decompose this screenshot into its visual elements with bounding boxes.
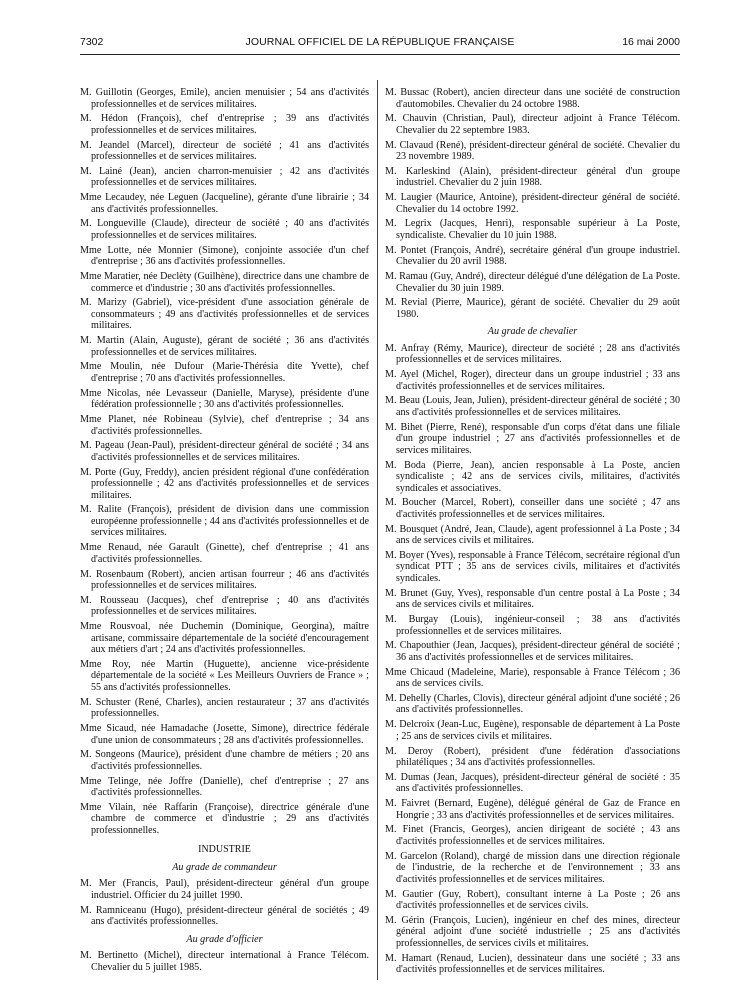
list-item: M. Legrix (Jacques, Henri), responsable supérieur à La Poste, syndicaliste. Chevalier du 10 juin 1988. bbox=[385, 218, 680, 241]
list-item: M. Chapouthier (Jean, Jacques), président-directeur général de société ; 36 ans d'activités professionnelles et de services militaires. bbox=[385, 640, 680, 663]
list-item: M. Boda (Pierre, Jean), ancien responsable à La Poste, ancien syndicaliste ; 42 ans de services civils, militaires, d'activités syndicales et associatives. bbox=[385, 459, 680, 494]
list-item: Mme Moulin, née Dufour (Marie-Thérésia dite Yvette), chef d'entreprise ; 70 ans d'activités professionnelles. bbox=[80, 361, 369, 384]
publication-date: 16 mai 2000 bbox=[622, 36, 680, 48]
list-item: M. Finet (Francis, Georges), ancien dirigeant de société ; 43 ans d'activités professionnelles et de services militaires. bbox=[385, 824, 680, 847]
list-item: M. Hédon (François), chef d'entreprise ; 39 ans d'activités professionnelles et de services militaires. bbox=[80, 113, 369, 136]
chevalier-entry-list bbox=[385, 343, 680, 976]
list-item: M. Rosenbaum (Robert), ancien artisan fourreur ; 46 ans d'activités professionnelles et de services militaires. bbox=[80, 568, 369, 592]
journal-title: JOURNAL OFFICIEL DE LA RÉPUBLIQUE FRANÇAISE bbox=[245, 36, 515, 48]
list-item: M. Boyer (Yves), responsable à France Télécom, secrétaire régional d'un syndicat PTT ; 35 ans de services civils, militaires et d'activités syndicales. bbox=[385, 549, 680, 584]
list-item: M. Ralite (François), président de division dans une commission européenne professionnelle ; 44 ans d'activités professionnelles et de services militaires. bbox=[80, 504, 369, 539]
list-item: M. Ramau (Guy, André), directeur délégué d'une délégation de La Poste. Chevalier du 30 juin 1989. bbox=[385, 271, 680, 294]
list-item: M. Bertinetto (Michel), directeur international à France Télécom. Chevalier du 5 juillet 1985. bbox=[80, 950, 369, 973]
list-item: M. Bihet (Pierre, René), responsable d'un corps d'état dans une filiale d'un groupe industriel ; 27 ans d'activités professionnelles et de services militaires. bbox=[385, 421, 680, 456]
column-divider bbox=[377, 80, 378, 980]
list-item: M. Pontet (François, André), secrétaire général d'un groupe industriel. Chevalier du 20 avril 1988. bbox=[385, 244, 680, 268]
list-item: M. Karleskind (Alain), président-directeur général d'un groupe industriel. Chevalier du 2 juin 1988. bbox=[385, 165, 680, 189]
list-item: M. Martin (Alain, Auguste), gérant de société ; 36 ans d'activités professionnelles et de services militaires. bbox=[80, 335, 369, 358]
list-item: M. Dumas (Jean, Jacques), président-directeur général de société : 35 ans d'activités professionnelles. bbox=[385, 771, 680, 795]
list-item: M. Ayel (Michel, Roger), directeur dans un groupe industriel ; 33 ans d'activités professionnelles et de services militaires. bbox=[385, 369, 680, 392]
list-item: M. Beau (Louis, Jean, Julien), président-directeur général de société ; 30 ans d'activités professionnelles et de services militaires. bbox=[385, 395, 680, 418]
list-item: Mme Maratier, née Declèty (Guilhène), directrice dans une chambre de commerce et d'industrie ; 30 ans d'activités professionnelles. bbox=[80, 271, 369, 294]
right-column bbox=[385, 87, 680, 979]
list-item: M. Bussac (Robert), ancien directeur dans une société de construction d'automobiles. Chevalier du 24 octobre 1988. bbox=[385, 87, 680, 110]
list-item: Mme Vilain, née Raffarin (Françoise), directrice générale d'une chambre de commerce et d'industrie ; 29 ans d'activités professionnelles. bbox=[80, 801, 369, 836]
officier-entry-list bbox=[80, 950, 369, 973]
list-item: Mme Planet, née Robineau (Sylvie), chef d'entreprise ; 34 ans d'activités professionnelles. bbox=[80, 414, 369, 437]
left-entry-list bbox=[80, 87, 369, 836]
list-item: Mme Lecaudey, née Leguen (Jacqueline), gérante d'une librairie ; 34 ans d'activités professionnelles. bbox=[80, 192, 369, 215]
list-item: M. Bousquet (André, Jean, Claude), agent professionnel à La Poste ; 34 ans de services civils et militaires. bbox=[385, 523, 680, 547]
list-item: M. Songeons (Maurice), président d'une chambre de métiers ; 20 ans d'activités professionnelles. bbox=[80, 749, 369, 772]
officier-entry-list-continued bbox=[385, 87, 680, 320]
list-item: M. Lainé (Jean), ancien charron-menuisier ; 42 ans d'activités professionnelles et de services militaires. bbox=[80, 165, 369, 189]
page-number: 7302 bbox=[80, 36, 104, 48]
list-item: Mme Roy, née Martin (Huguette), ancienne vice-présidente départementale de la société « Les Meilleurs Ouvriers de France » ; 55 ans d'activités professionnelles. bbox=[80, 658, 369, 693]
list-item: M. Laugier (Maurice, Antoine), président-directeur général de société. Chevalier du 14 octobre 1992. bbox=[385, 192, 680, 215]
list-item: M. Porte (Guy, Freddy), ancien président régional d'une confédération professionnelle ; 42 ans d'activités professionnelles et de services militaires. bbox=[80, 466, 369, 501]
page-header bbox=[80, 36, 680, 52]
list-item: M. Pageau (Jean-Paul), président-directeur général de société ; 34 ans d'activités professionnelles et de services militaires. bbox=[80, 440, 369, 463]
list-item: Mme Lotte, née Monnier (Simone), conjointe associée d'un chef d'entreprise ; 36 ans d'activités professionnelles. bbox=[80, 244, 369, 268]
list-item: M. Garcelon (Roland), chargé de mission dans une direction régionale de l'industrie, de la recherche et de l'environnement ; 33 ans d'activités professionnelles et de services militaires. bbox=[385, 850, 680, 885]
list-item: M. Schuster (René, Charles), ancien restaurateur ; 37 ans d'activités professionnelles. bbox=[80, 696, 369, 720]
list-item: M. Deroy (Robert), président d'une fédération d'associations philatéliques ; 34 ans d'activités professionnelles. bbox=[385, 745, 680, 769]
list-item: M. Faivret (Bernard, Eugène), délégué général de Gaz de France en Hongrie ; 33 ans d'activités professionnelles et de services militaires. bbox=[385, 798, 680, 821]
list-item: Mme Sicaud, née Hamadache (Josette, Simone), directrice fédérale d'une union de consommateurs ; 28 ans d'activités professionnelles. bbox=[80, 723, 369, 746]
commandeur-entry-list bbox=[80, 878, 369, 927]
header-rule bbox=[80, 54, 680, 55]
list-item: Mme Renaud, née Garault (Ginette), chef d'entreprise ; 41 ans d'activités professionnelles. bbox=[80, 542, 369, 565]
list-item: M. Boucher (Marcel, Robert), conseiller dans une société ; 47 ans d'activités professionnelles et de services militaires. bbox=[385, 497, 680, 520]
list-item: M. Revial (Pierre, Maurice), gérant de société. Chevalier du 29 août 1980. bbox=[385, 297, 680, 320]
list-item: Mme Telinge, née Joffre (Danielle), chef d'entreprise ; 27 ans d'activités professionnelles. bbox=[80, 775, 369, 799]
grade-commandeur-heading: Au grade de commandeur bbox=[172, 861, 277, 873]
list-item: M. Hamart (Renaud, Lucien), dessinateur dans une société ; 33 ans d'activités professionnelles et de services militaires. bbox=[385, 952, 680, 976]
list-item: M. Chauvin (Christian, Paul), directeur adjoint à France Télécom. Chevalier du 22 septembre 1983. bbox=[385, 113, 680, 136]
list-item: Mme Chicaud (Madeleine, Marie), responsable à France Télécom ; 36 ans de services civils. bbox=[385, 666, 680, 690]
grade-chevalier-heading: Au grade de chevalier bbox=[487, 326, 578, 338]
list-item: M. Delcroix (Jean-Luc, Eugène), responsable de département à La Poste ; 25 ans de services civils et militaires. bbox=[385, 719, 680, 742]
list-item: M. Longueville (Claude), directeur de société ; 40 ans d'activités professionnelles et de services militaires. bbox=[80, 218, 369, 241]
section-heading: INDUSTRIE bbox=[198, 844, 251, 856]
list-item: M. Burgay (Louis), ingénieur-conseil ; 38 ans d'activités professionnelles et de services militaires. bbox=[385, 614, 680, 637]
left-column bbox=[80, 87, 369, 977]
list-item: M. Gautier (Guy, Robert), consultant interne à La Poste ; 26 ans d'activités professionnelles et de services civils. bbox=[385, 888, 680, 912]
list-item: M. Jeandel (Marcel), directeur de société ; 41 ans d'activités professionnelles et de services militaires. bbox=[80, 139, 369, 163]
list-item: M. Ramniceanu (Hugo), président-directeur général de sociétés ; 49 ans d'activités professionnelles. bbox=[80, 904, 369, 928]
list-item: M. Rousseau (Jacques), chef d'entreprise ; 40 ans d'activités professionnelles et de services militaires. bbox=[80, 594, 369, 618]
list-item: Mme Nicolas, née Levasseur (Danielle, Maryse), présidente d'une fédération professionnelle ; 30 ans d'activités professionnelles. bbox=[80, 387, 369, 411]
list-item: M. Anfray (Rémy, Maurice), directeur de société ; 28 ans d'activités professionnelles et de services militaires. bbox=[385, 342, 680, 366]
list-item: Mme Rousvoal, née Duchemin (Dominique, Georgina), maître artisane, commissaire départementale de la société d'encouragement aux métiers d'art ; 24 ans d'activités professionnelles. bbox=[80, 621, 369, 656]
list-item: M. Dehelly (Charles, Clovis), directeur général adjoint d'une société ; 26 ans d'activités professionnelles. bbox=[385, 692, 680, 716]
list-item: M. Brunet (Guy, Yves), responsable d'un centre postal à La Poste ; 34 ans de services civils et militaires. bbox=[385, 587, 680, 611]
list-item: M. Gérin (François, Lucien), ingénieur en chef des mines, directeur général adjoint d'une société industrielle ; 25 ans d'activités professionnelles, de services civils et militaires. bbox=[385, 914, 680, 949]
list-item: M. Mer (Francis, Paul), président-directeur général d'un groupe industriel. Officier du 24 juillet 1990. bbox=[80, 878, 369, 901]
list-item: M. Clavaud (René), président-directeur général de société. Chevalier du 23 novembre 1989. bbox=[385, 139, 680, 163]
list-item: M. Guillotin (Georges, Emile), ancien menuisier ; 54 ans d'activités professionnelles et de services militaires. bbox=[80, 87, 369, 110]
grade-officier-heading: Au grade d'officier bbox=[186, 933, 263, 945]
list-item: M. Marizy (Gabriel), vice-président d'une association générale de consommateurs ; 49 ans d'activités professionnelles et de services militaires. bbox=[80, 297, 369, 332]
